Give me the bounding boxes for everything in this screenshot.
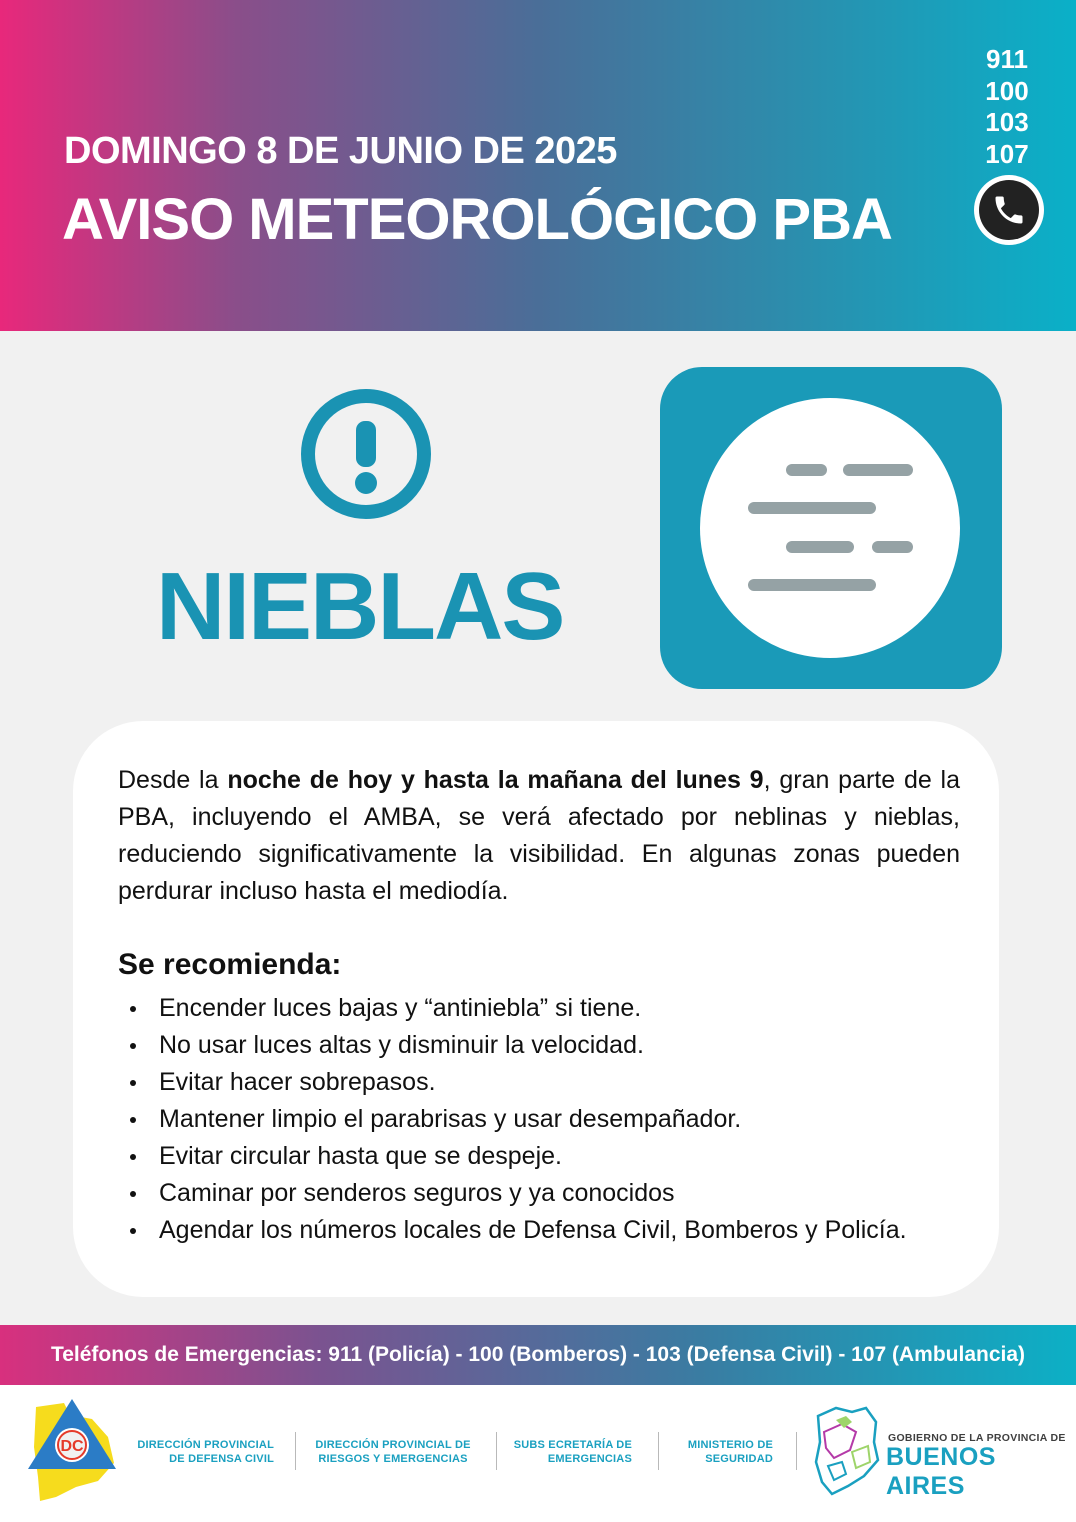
government-label: GOBIERNO DE LA PROVINCIA DE bbox=[888, 1432, 1066, 1444]
emergency-numbers bbox=[962, 44, 1052, 170]
list-item: Encender luces bajas y “antiniebla” si tiene. bbox=[130, 990, 907, 1027]
list-item: Mantener limpio el parabrisas y usar desempañador. bbox=[130, 1101, 907, 1138]
list-item: Caminar por senderos seguros y ya conocidos bbox=[130, 1175, 907, 1212]
intro-text: Desde la bbox=[118, 766, 228, 794]
government-name: BUENOS AIRES bbox=[886, 1443, 996, 1500]
phone-number[interactable]: 103 bbox=[985, 107, 1029, 137]
list-item: Evitar hacer sobrepasos. bbox=[130, 1064, 907, 1101]
institution-civil-defense bbox=[130, 1438, 274, 1466]
list-item: Evitar circular hasta que se despeje. bbox=[130, 1138, 907, 1175]
intro-text-continued: , gran parte de la PBA, incluyendo el AMBA, se verá afectado por neblinas y nieblas, reduciendo significativamente la visibilidad. En algunas zonas pueden perdurar incluso hasta el mediodía. bbox=[118, 766, 961, 905]
institution-line: DIRECCIÓN PROVINCIAL bbox=[137, 1439, 274, 1451]
institution-line: SEGURIDAD bbox=[705, 1453, 773, 1465]
bulletin-date: DOMINGO 8 DE JUNIO DE 2025 bbox=[64, 130, 617, 172]
institution-line: SUBS ECRETARÍA DE bbox=[513, 1439, 632, 1451]
institution-line: RIESGOS Y EMERGENCIAS bbox=[318, 1453, 468, 1465]
phone-number[interactable]: 911 bbox=[986, 44, 1028, 74]
civil-defense-logo bbox=[26, 1397, 118, 1503]
phone-call-button[interactable] bbox=[974, 175, 1044, 245]
institution-security-ministry bbox=[670, 1438, 773, 1466]
advisory-text bbox=[118, 762, 960, 910]
dc-badge-text: DC bbox=[60, 1438, 84, 1455]
list-item: No usar luces altas y disminuir la velocidad. bbox=[130, 1027, 907, 1064]
institution-line: MINISTERIO DE bbox=[687, 1439, 773, 1451]
province-map-logo bbox=[812, 1402, 880, 1496]
divider bbox=[496, 1432, 497, 1470]
divider bbox=[295, 1432, 296, 1470]
phone-number[interactable]: 107 bbox=[985, 138, 1029, 169]
intro-highlight: noche de hoy y hasta la mañana del lunes 9 bbox=[227, 766, 764, 794]
list-item: Agendar los números locales de Defensa Civil, Bomberos y Policía. bbox=[130, 1212, 907, 1249]
exclamation-circle-icon bbox=[298, 386, 434, 522]
institution-emergencies-subsecretariat bbox=[508, 1438, 632, 1466]
institution-risks-emergencies bbox=[308, 1438, 478, 1466]
divider bbox=[796, 1432, 797, 1470]
institution-line: EMERGENCIAS bbox=[547, 1453, 632, 1465]
recommendations-list bbox=[130, 990, 907, 1249]
fog-icon bbox=[660, 367, 1002, 689]
emergency-phones-bar: Teléfonos de Emergencias: 911 (Policía) - 100 (Bomberos) - 103 (Defensa Civil) - 107 (Ambulancia) bbox=[0, 1325, 1076, 1385]
institution-line: DIRECCIÓN PROVINCIAL DE bbox=[315, 1439, 471, 1451]
divider bbox=[658, 1432, 659, 1470]
institution-line: DE DEFENSA CIVIL bbox=[169, 1453, 274, 1465]
bulletin-title: AVISO METEOROLÓGICO PBA bbox=[62, 187, 892, 252]
recommendations-title: Se recomienda: bbox=[118, 948, 342, 981]
phone-number[interactable]: 100 bbox=[985, 75, 1029, 106]
alert-headline: NIEBLAS bbox=[156, 553, 564, 660]
phone-icon bbox=[979, 180, 1039, 240]
